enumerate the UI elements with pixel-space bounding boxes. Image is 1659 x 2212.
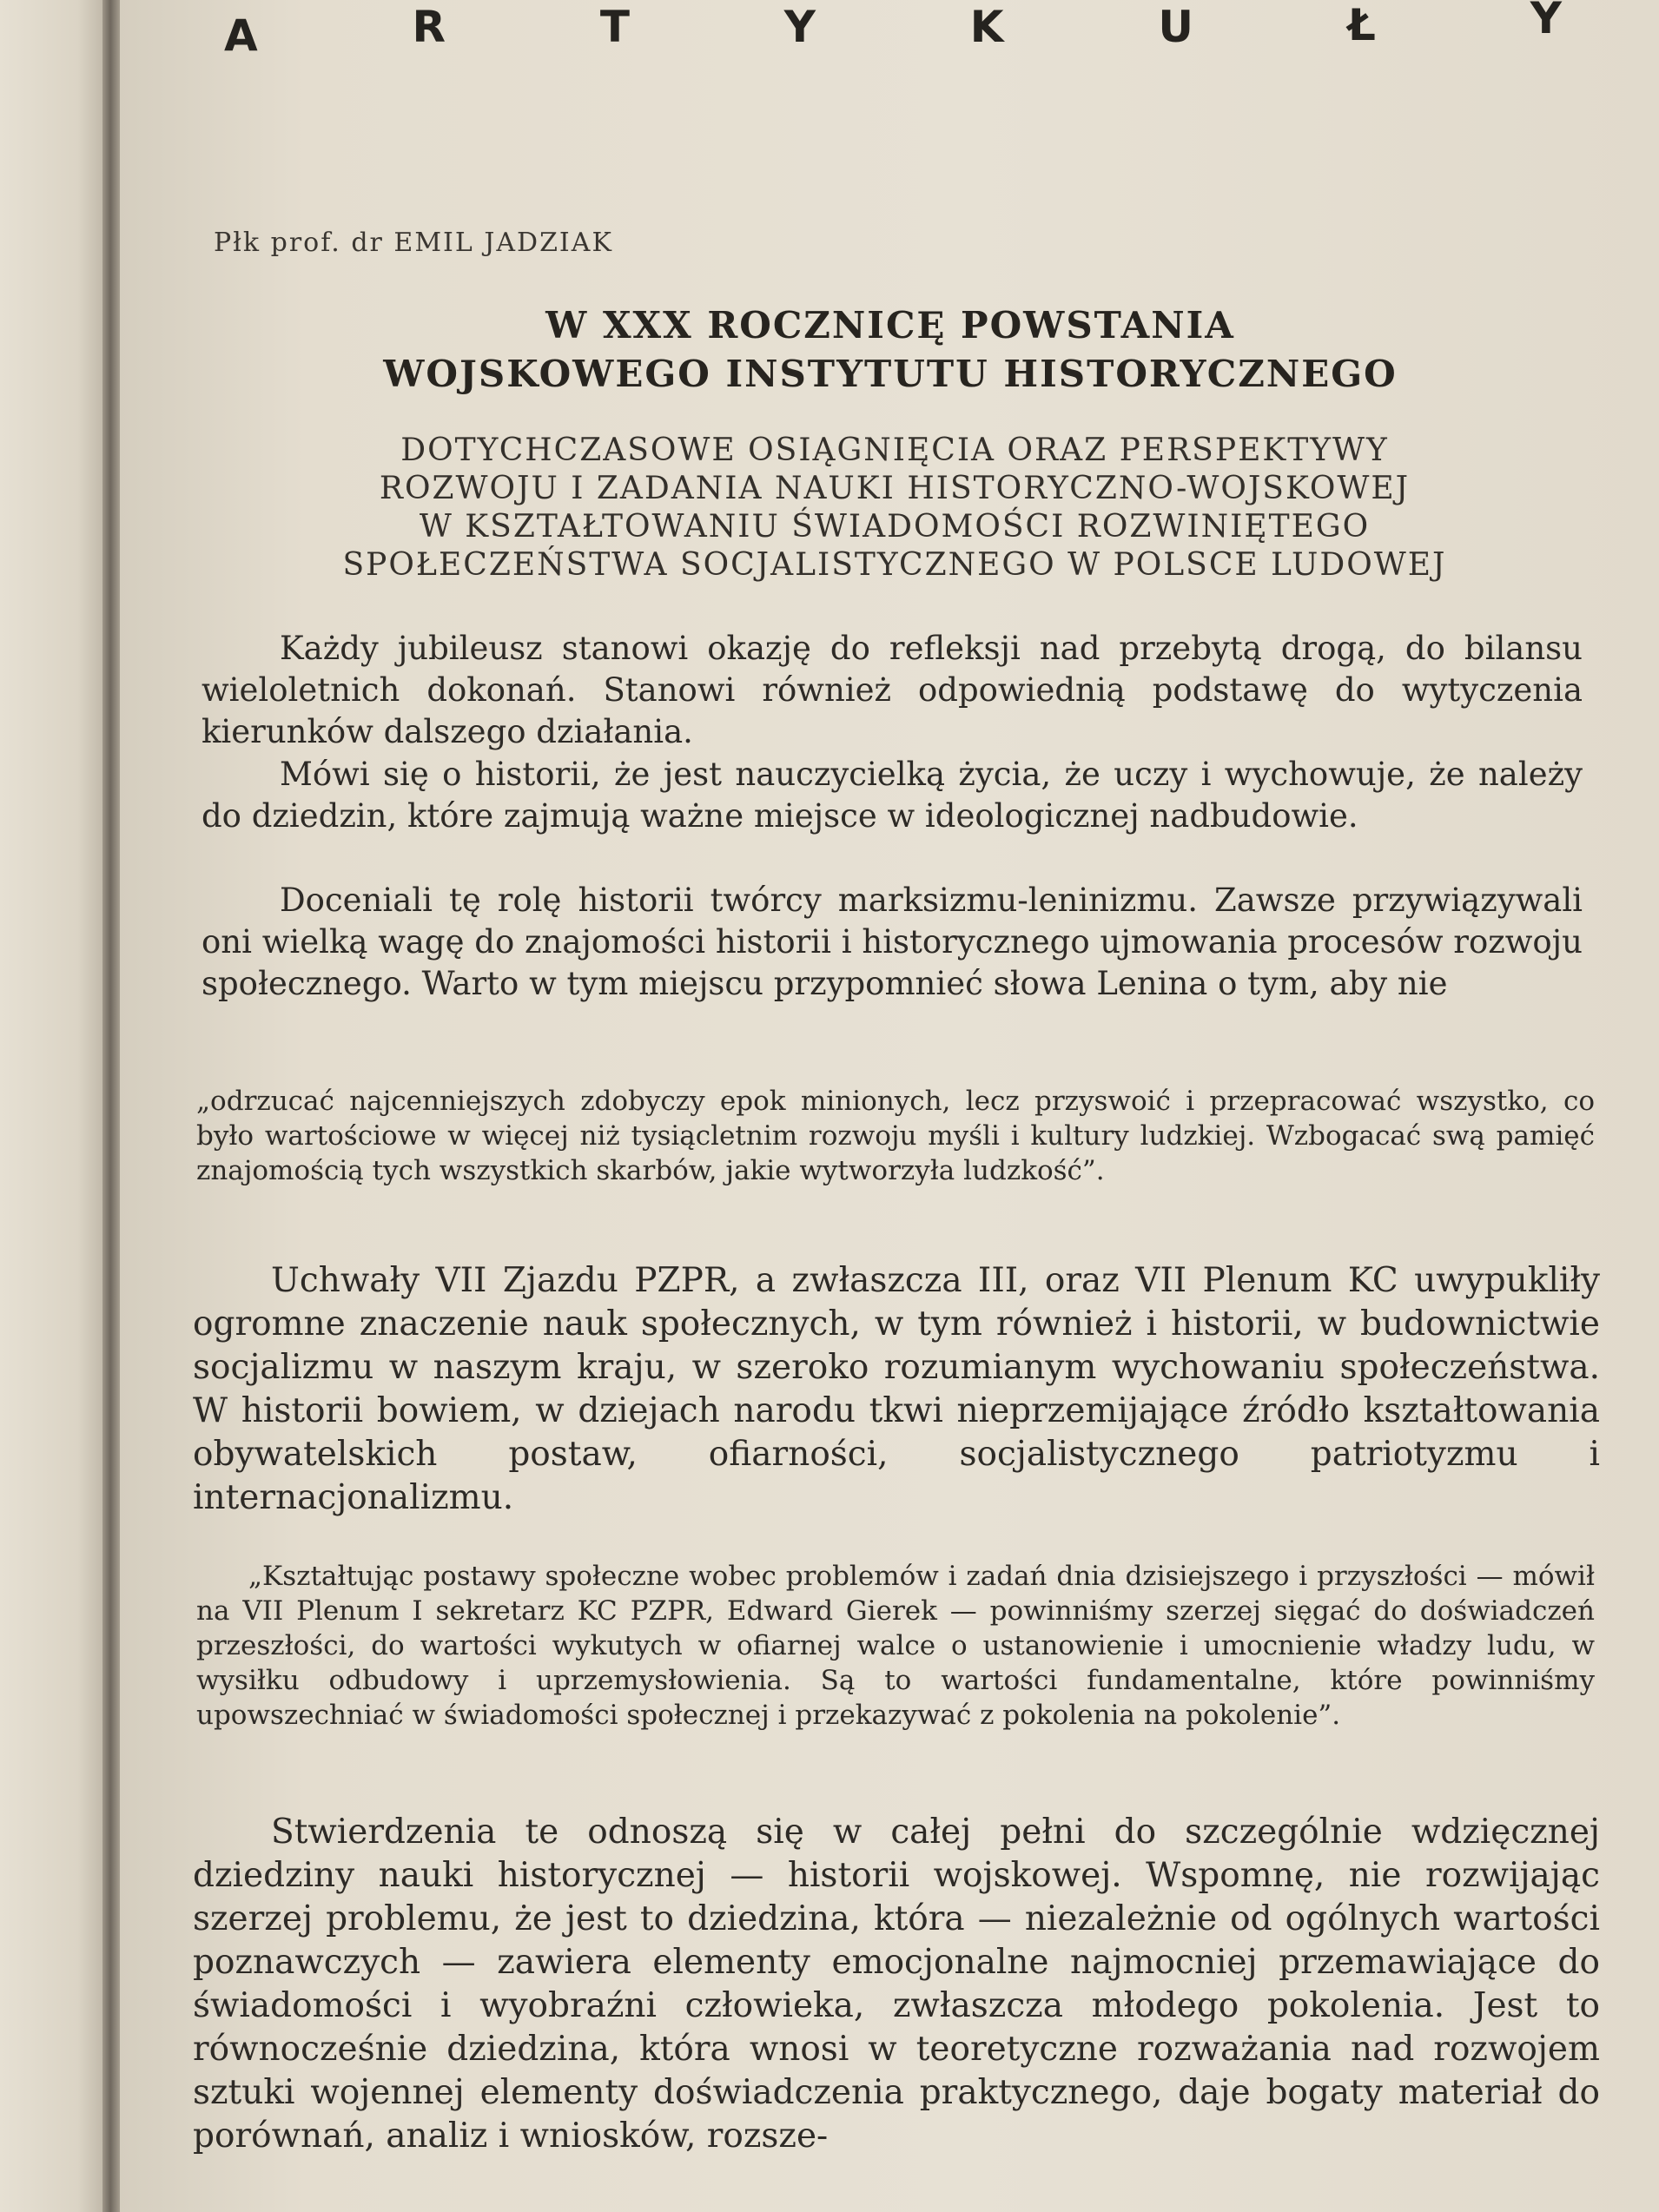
body-paragraph: Każdy jubileusz stanowi okazję do refleksji nad przebytą drogą, do bilansu wieloletnich dokonań. Stanowi również odpowiednią podstawę do wytyczenia kierunków dalszego działania. [202,630,1583,750]
book-gutter [102,0,120,2212]
article-title-line: WOJSKOWEGO INSTYTUTU HISTORYCZNEGO [383,353,1398,395]
article-subtitle-line: ROZWOJU I ZADANIA NAUKI HISTORYCZNO-WOJSKOWEJ [379,471,1411,506]
body-paragraph: Uchwały VII Zjazdu PZPR, a zwłaszcza III, oraz VII Plenum KC uwypukliły ogromne znaczenie nauk społecznych, w tym również i historii, w budownictwie socjalizmu w naszym kraju, w szeroko rozumianym wychowaniu społeczeństwa. W historii bowiem, w dziejach narodu tkwi nieprzemijające źródło kształtowania obywatelskich postaw, ofiarności, socjalistycznego patriotyzmu i internacjonalizmu. [193,1261,1600,1517]
section-heading [224,0,1562,61]
article-title-line: W XXX ROCZNICĘ POWSTANIA [545,304,1235,347]
section-heading-letter: A [224,10,258,61]
article-subtitle-line: SPOŁECZEŃSTWA SOCJALISTYCZNEGO W POLSCE LUDOWEJ [342,547,1447,583]
body-paragraph: Doceniali tę rolę historii twórcy marksizmu-leninizmu. Zawsze przywiązywali oni wielką wagę do znajomości historii i historycznego ujmowania procesów rozwoju społecznego. Warto w tym miejscu przypomnieć słowa Lenina o tym, aby nie [202,881,1583,1002]
gierek-quote: „Kształtując postawy społeczne wobec problemów i zadań dnia dzisiejszego i przyszłości — mówił na VII Plenum I sekretarz KC PZPR, Edward Gierek — powinniśmy szerzej sięgać do doświadczeń przeszłości, do wartości wykutych w ofiarnej walce o ustanowienie i umocnienie władzy ludu, w wysiłku odbudowy i uprzemysłowienia. Są to wartości fundamentalne, które powinniśmy upowszechniać w świadomości społecznej i przekazywać z pokolenia na pokolenie”. [196,1561,1595,1731]
lenin-quote: „odrzucać najcenniejszych zdobyczy epok minionych, lecz przyswoić i przepracować wszystko, co było wartościowe w więcej niż tysiącletnim rozwoju myśli i kultury ludzkiej. Wzbogacać swą pamięć znajomością tych wszystkich skarbów, jakie wytworzyła ludzkość”. [196,1086,1595,1186]
section-heading-letter: K [969,2,1004,52]
section-heading-letter: T [599,2,630,52]
section-heading-letter: Ł [1347,0,1376,50]
section-heading-letter: Y [1530,0,1562,43]
article-subtitle [235,432,1555,584]
section-heading-letter: U [1158,2,1193,52]
previous-page-edge [0,0,111,2212]
body-paragraph: Mówi się o historii, że jest nauczycielką życia, że uczy i wychowuje, że należy do dziedzin, które zajmują ważne miejsce w ideologicznej nadbudowie. [202,756,1583,835]
body-paragraph: Stwierdzenia te odnoszą się w całej pełni do szczególnie wdzięcznej dziedziny nauki historycznej — historii wojskowej. Wspomnę, nie rozwijając szerzej problemu, że jest to dziedzina, która — niezależnie od ogólnych wartości poznawczych — zawiera elementy emocjonalne najmocniej przemawiające do świadomości i wyobraźni człowieka, zwłaszcza młodego pokolenia. Jest to równocześnie dziedzina, która wnosi w teoretyczne rozważania nad rozwojem sztuki wojennej elementy doświadczenia praktycznego, daje bogaty materiał do porównań, analiz i wniosków, rozsze- [193,1813,1600,2156]
section-heading-letter: Y [783,2,816,52]
article-subtitle-line: DOTYCHCZASOWE OSIĄGNIĘCIA ORAZ PERSPEKTYWY [400,432,1389,468]
article-title [261,301,1520,399]
section-heading-letter: R [412,2,446,52]
article-subtitle-line: W KSZTAŁTOWANIU ŚWIADOMOŚCI ROZWINIĘTEGO [419,509,1371,545]
author-byline: Płk prof. dr EMIL JADZIAK [214,228,613,258]
